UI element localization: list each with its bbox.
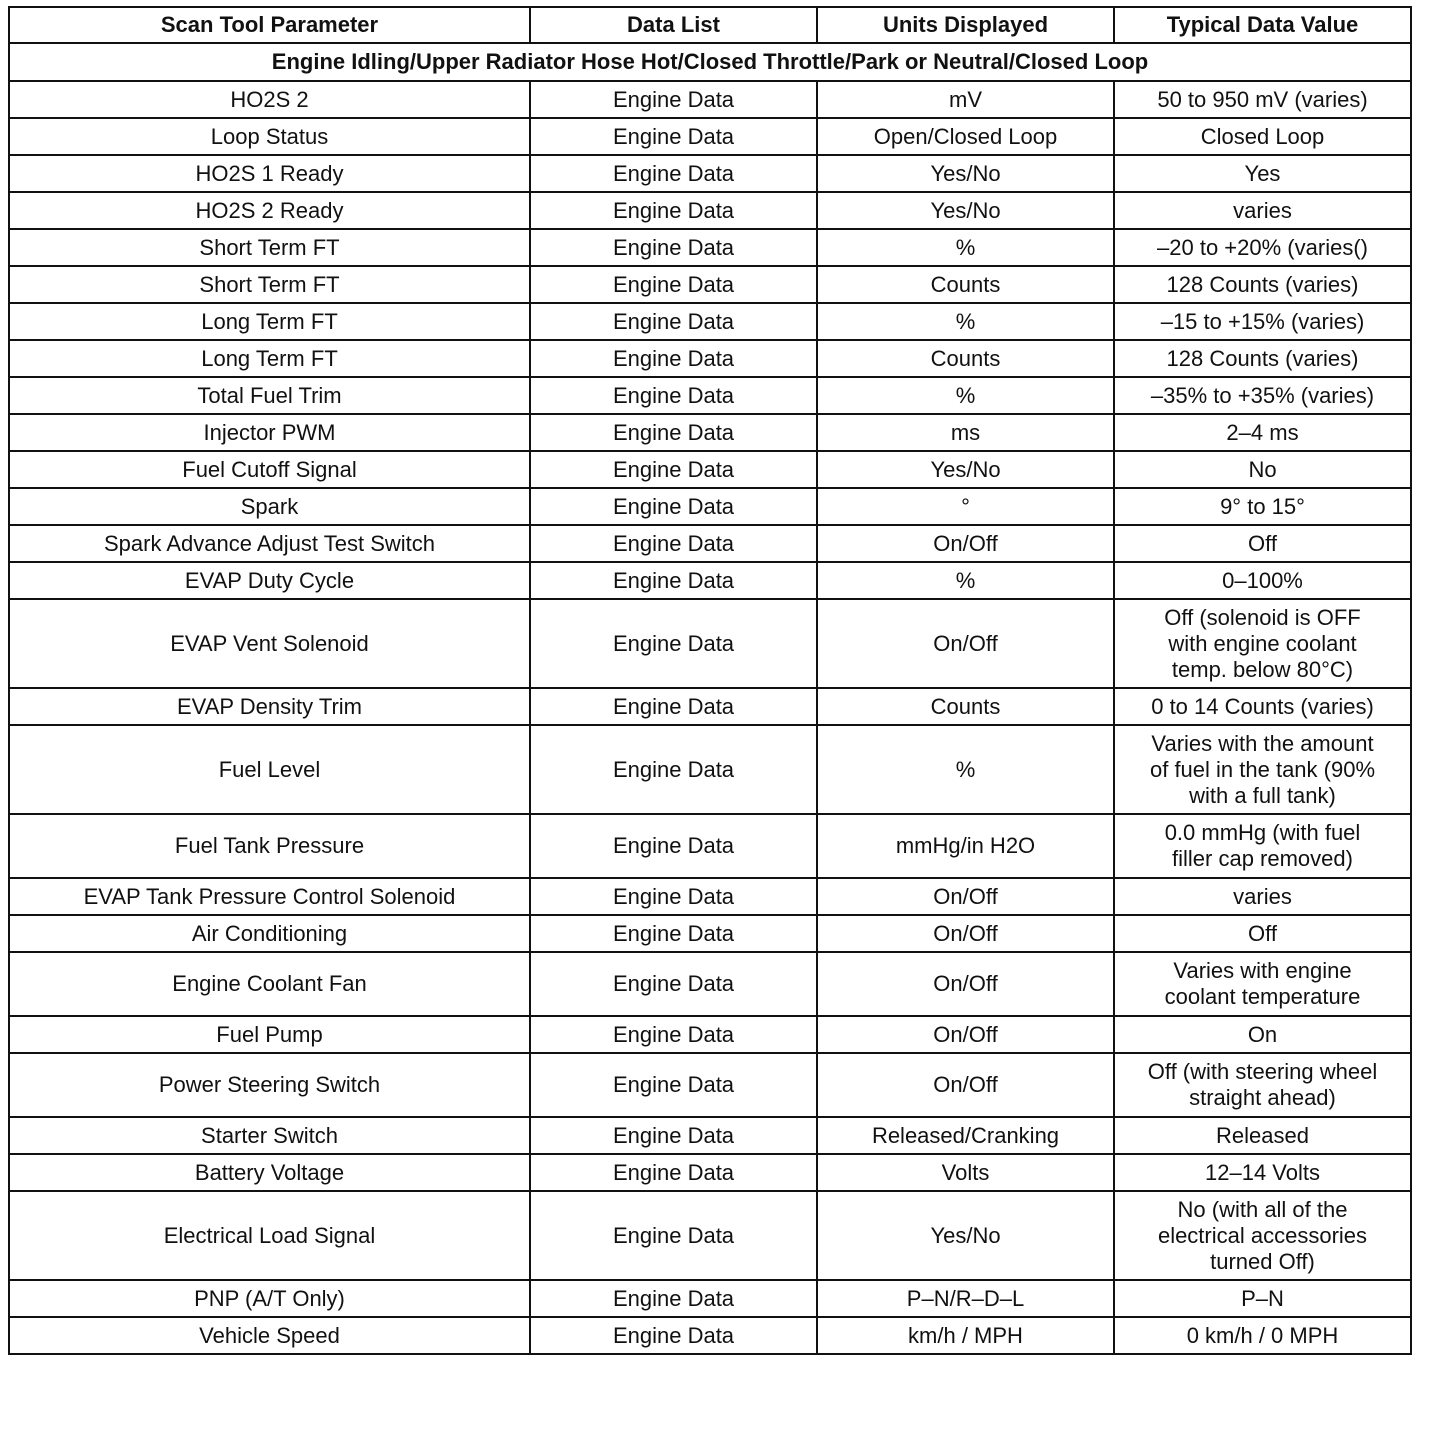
cell-typical-data-value [1114,451,1411,488]
cell-data-list: Engine Data [530,414,817,451]
cell-units-displayed: % [817,377,1114,414]
cell-scan-tool-parameter: EVAP Density Trim [9,688,530,725]
table-row [9,878,1411,915]
typical-value-line: 2–4 ms [1226,419,1299,445]
cell-data-list: Engine Data [530,488,817,525]
cell-units-displayed: Yes/No [817,155,1114,192]
cell-units-displayed: Yes/No [817,1191,1114,1280]
header-typical-data-value: Typical Data Value [1114,7,1411,43]
cell-units-displayed: On/Off [817,1053,1114,1117]
table-row [9,1280,1411,1317]
cell-scan-tool-parameter: PNP (A/T Only) [9,1280,530,1317]
table-row [9,688,1411,725]
cell-typical-data-value [1114,303,1411,340]
typical-value-line: with a full tank) [1189,782,1336,808]
cell-typical-data-value [1114,915,1411,952]
cell-data-list: Engine Data [530,878,817,915]
cell-typical-data-value [1114,1191,1411,1280]
cell-typical-data-value [1114,814,1411,878]
cell-typical-data-value [1114,1280,1411,1317]
cell-scan-tool-parameter: Starter Switch [9,1117,530,1154]
cell-scan-tool-parameter: EVAP Tank Pressure Control Solenoid [9,878,530,915]
cell-units-displayed: On/Off [817,525,1114,562]
header-units-displayed: Units Displayed [817,7,1114,43]
cell-units-displayed: ms [817,414,1114,451]
cell-data-list: Engine Data [530,725,817,814]
table-row [9,488,1411,525]
cell-scan-tool-parameter: Power Steering Switch [9,1053,530,1117]
typical-value-line: Off [1248,530,1277,556]
typical-value-line: varies [1233,883,1292,909]
cell-units-displayed: On/Off [817,1016,1114,1053]
cell-data-list: Engine Data [530,599,817,688]
cell-units-displayed: mV [817,81,1114,118]
cell-data-list: Engine Data [530,688,817,725]
cell-data-list: Engine Data [530,1117,817,1154]
typical-value-line: Off [1248,920,1277,946]
cell-data-list: Engine Data [530,1191,817,1280]
table-row [9,155,1411,192]
cell-typical-data-value [1114,725,1411,814]
cell-units-displayed: On/Off [817,599,1114,688]
typical-value-line: coolant temperature [1164,984,1361,1009]
typical-value-line: electrical accessories [1157,1222,1368,1248]
cell-scan-tool-parameter: Short Term FT [9,266,530,303]
table-row [9,229,1411,266]
typical-value-line: Varies with the amount [1151,730,1374,756]
cell-data-list: Engine Data [530,814,817,878]
cell-data-list: Engine Data [530,229,817,266]
typical-value-line: Off (solenoid is OFF [1164,604,1361,630]
typical-value-line: Closed Loop [1200,123,1325,149]
cell-scan-tool-parameter: Vehicle Speed [9,1317,530,1354]
table-row [9,725,1411,814]
cell-units-displayed: Volts [817,1154,1114,1191]
cell-data-list: Engine Data [530,81,817,118]
typical-value-line: 0.0 mmHg (with fuel [1164,820,1361,845]
typical-value-line: 0 km/h / 0 MPH [1186,1322,1339,1348]
cell-units-displayed: % [817,562,1114,599]
cell-data-list: Engine Data [530,377,817,414]
cell-scan-tool-parameter: HO2S 2 Ready [9,192,530,229]
table-row [9,525,1411,562]
cell-typical-data-value [1114,1117,1411,1154]
header-data-list: Data List [530,7,817,43]
typical-value-line: temp. below 80°C) [1171,656,1354,682]
cell-typical-data-value [1114,155,1411,192]
cell-units-displayed: mmHg/in H2O [817,814,1114,878]
cell-scan-tool-parameter: Battery Voltage [9,1154,530,1191]
cell-scan-tool-parameter: Spark [9,488,530,525]
cell-scan-tool-parameter: HO2S 2 [9,81,530,118]
cell-scan-tool-parameter: Fuel Level [9,725,530,814]
table-row [9,118,1411,155]
cell-data-list: Engine Data [530,155,817,192]
cell-units-displayed: km/h / MPH [817,1317,1114,1354]
cell-scan-tool-parameter: Fuel Tank Pressure [9,814,530,878]
cell-typical-data-value [1114,525,1411,562]
table-row [9,1117,1411,1154]
cell-data-list: Engine Data [530,340,817,377]
typical-value-line: turned Off) [1210,1248,1315,1274]
cell-units-displayed: % [817,725,1114,814]
typical-value-line: 12–14 Volts [1205,1159,1320,1185]
cell-units-displayed: On/Off [817,915,1114,952]
table-row [9,81,1411,118]
typical-value-line: filler cap removed) [1172,846,1353,871]
cell-data-list: Engine Data [530,451,817,488]
header-row [9,7,1411,43]
cell-typical-data-value [1114,878,1411,915]
cell-data-list: Engine Data [530,266,817,303]
cell-typical-data-value [1114,340,1411,377]
cell-typical-data-value [1114,118,1411,155]
scan-tool-data-table [8,6,1412,1355]
cell-typical-data-value [1114,414,1411,451]
cell-scan-tool-parameter: Long Term FT [9,340,530,377]
cell-data-list: Engine Data [530,952,817,1016]
cell-scan-tool-parameter: Short Term FT [9,229,530,266]
cell-data-list: Engine Data [530,303,817,340]
typical-value-line: 128 Counts (varies) [1166,345,1359,371]
table-row [9,814,1411,878]
typical-value-line: No [1248,456,1277,482]
table-row [9,1053,1411,1117]
cell-scan-tool-parameter: Air Conditioning [9,915,530,952]
cell-data-list: Engine Data [530,1317,817,1354]
typical-value-line: 0–100% [1222,567,1303,593]
cell-scan-tool-parameter: Fuel Pump [9,1016,530,1053]
table-row [9,599,1411,688]
cell-units-displayed: ° [817,488,1114,525]
cell-scan-tool-parameter: Spark Advance Adjust Test Switch [9,525,530,562]
typical-value-line: On [1247,1021,1278,1047]
cell-units-displayed: P–N/R–D–L [817,1280,1114,1317]
table-row [9,303,1411,340]
cell-typical-data-value [1114,81,1411,118]
cell-typical-data-value [1114,192,1411,229]
cell-data-list: Engine Data [530,1016,817,1053]
table-body [9,43,1411,1354]
typical-value-line: 9° to 15° [1220,493,1305,519]
cell-units-displayed: Released/Cranking [817,1117,1114,1154]
typical-value-line: Yes [1244,160,1281,186]
table-row [9,266,1411,303]
cell-data-list: Engine Data [530,1053,817,1117]
typical-value-line: No (with all of the [1177,1196,1348,1222]
typical-value-line: of fuel in the tank (90% [1149,756,1376,782]
cell-units-displayed: % [817,229,1114,266]
typical-value-line: 50 to 950 mV (varies) [1157,86,1368,112]
typical-value-line: –35% to +35% (varies) [1150,382,1375,408]
cell-scan-tool-parameter: Long Term FT [9,303,530,340]
table-row [9,562,1411,599]
cell-data-list: Engine Data [530,1154,817,1191]
cell-units-displayed: Counts [817,266,1114,303]
cell-data-list: Engine Data [530,525,817,562]
table-row [9,1191,1411,1280]
table-row [9,1317,1411,1354]
table-row [9,1154,1411,1191]
cell-typical-data-value [1114,266,1411,303]
cell-units-displayed: Yes/No [817,451,1114,488]
cell-typical-data-value [1114,1053,1411,1117]
cell-data-list: Engine Data [530,1280,817,1317]
typical-value-line: Varies with engine [1173,958,1352,983]
cell-units-displayed: On/Off [817,952,1114,1016]
table-row [9,414,1411,451]
cell-units-displayed: On/Off [817,878,1114,915]
cell-typical-data-value [1114,488,1411,525]
table-row [9,377,1411,414]
cell-typical-data-value [1114,952,1411,1016]
typical-value-line: straight ahead) [1189,1085,1336,1110]
cell-units-displayed: Counts [817,340,1114,377]
cell-data-list: Engine Data [530,192,817,229]
table-row [9,192,1411,229]
table-row [9,952,1411,1016]
cell-scan-tool-parameter: EVAP Duty Cycle [9,562,530,599]
typical-value-line: 0 to 14 Counts (varies) [1151,693,1374,719]
cell-typical-data-value [1114,1154,1411,1191]
table-row [9,340,1411,377]
cell-units-displayed: Counts [817,688,1114,725]
typical-value-line: Off (with steering wheel [1147,1059,1378,1084]
cell-typical-data-value [1114,1317,1411,1354]
scan-tool-data-sheet [8,6,1410,1355]
typical-value-line: with engine coolant [1168,630,1357,656]
cell-data-list: Engine Data [530,118,817,155]
cell-typical-data-value [1114,229,1411,266]
typical-value-line: –15 to +15% (varies) [1160,308,1365,334]
cell-typical-data-value [1114,377,1411,414]
cell-scan-tool-parameter: Loop Status [9,118,530,155]
section-title: Engine Idling/Upper Radiator Hose Hot/Closed Throttle/Park or Neutral/Closed Loop [9,43,1411,81]
cell-data-list: Engine Data [530,915,817,952]
cell-scan-tool-parameter: HO2S 1 Ready [9,155,530,192]
typical-value-line: Released [1216,1122,1309,1148]
cell-scan-tool-parameter: Total Fuel Trim [9,377,530,414]
cell-scan-tool-parameter: Engine Coolant Fan [9,952,530,1016]
section-row [9,43,1411,81]
cell-scan-tool-parameter: EVAP Vent Solenoid [9,599,530,688]
typical-value-line: 128 Counts (varies) [1166,271,1359,297]
cell-typical-data-value [1114,599,1411,688]
cell-data-list: Engine Data [530,562,817,599]
table-row [9,451,1411,488]
cell-scan-tool-parameter: Injector PWM [9,414,530,451]
typical-value-line: P–N [1241,1285,1284,1311]
cell-typical-data-value [1114,562,1411,599]
cell-typical-data-value [1114,1016,1411,1053]
typical-value-line: –20 to +20% (varies() [1157,234,1368,260]
cell-units-displayed: Yes/No [817,192,1114,229]
cell-scan-tool-parameter: Fuel Cutoff Signal [9,451,530,488]
cell-units-displayed: Open/Closed Loop [817,118,1114,155]
table-row [9,1016,1411,1053]
cell-scan-tool-parameter: Electrical Load Signal [9,1191,530,1280]
table-row [9,915,1411,952]
cell-typical-data-value [1114,688,1411,725]
typical-value-line: varies [1233,197,1292,223]
cell-units-displayed: % [817,303,1114,340]
header-scan-tool-parameter: Scan Tool Parameter [9,7,530,43]
